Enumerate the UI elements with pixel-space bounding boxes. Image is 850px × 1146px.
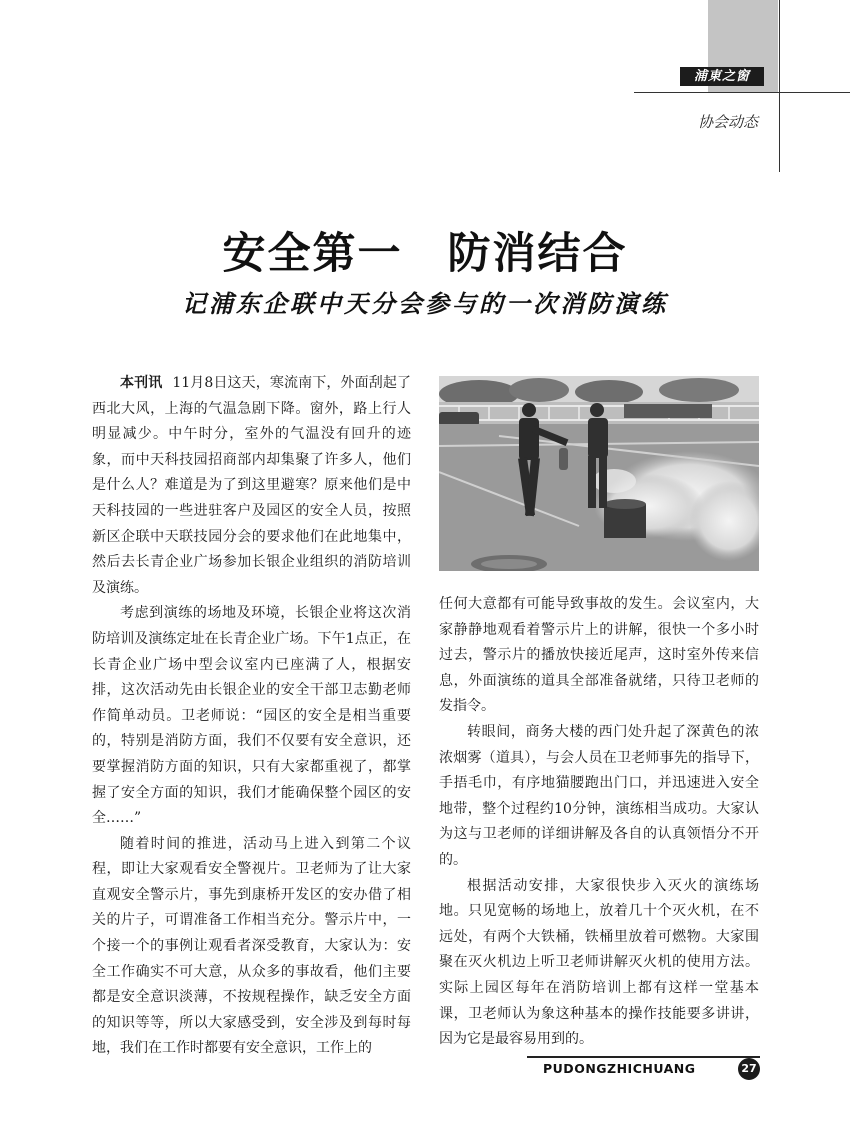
section-label: 协会动态	[697, 113, 758, 131]
article-paragraph: 随着时间的推进，活动马上进入到第二个议程，即让大家观看安全警视片。卫老师为了让大家直观安全警示片，事先到康桥开发区的安办借了相关的片子，可谓准备工作相当充分。警示片中，一个接一个的事例让观看者深受教育，大家认为：安全工作确实不可大意，从众多的事故看，他们主要都是安全意识淡薄，不按规程操作，缺乏安全方面的知识等等，所以大家感受到，安全涉及到每时每地，我们在工作时都要有安全意识，工作上的	[92, 835, 411, 1057]
footer-rule	[527, 1056, 760, 1058]
article-subtitle: 记浦东企联中天分会参与的一次消防演练	[182, 290, 668, 318]
page-number: 27	[738, 1058, 760, 1080]
paragraph-text: 11月8日这天，寒流南下，外面刮起了西北大风，上海的气温急剧下降。窗外，路上行人明显减少。中午时分，室外的气温没有回升的迹象，而中天科技园招商部内却集聚了许多人，他们是什么人？难道是为了到这里避寒？原来他们是中天科技园的一些进驻客户及园区的安全人员，按照新区企联中天联技园分会的要求他们在此地集中，然后去长青企业广场参加长银企业组织的消防培训及演练。	[92, 375, 411, 596]
fire-drill-photo	[439, 376, 759, 571]
article-column-left	[92, 371, 411, 1062]
article-paragraph-continued: 任何大意都有可能导致事故的发生。会议室内，大家静静地观看着警示片上的讲解，很快一个多小时过去，警示片的播放快接近尾声，这时室外传来信息，外面演练的道具全部准备就绪，只待卫老师的发指令。	[439, 596, 759, 715]
header-vertical-rule	[779, 0, 780, 172]
magazine-logo: 浦東之窗	[680, 67, 764, 86]
article-title: 安全第一 防消结合	[222, 229, 628, 279]
header-horizontal-rule	[634, 92, 850, 93]
magazine-name: PUDONGZHICHUANG	[543, 1061, 696, 1076]
article-column-right	[439, 592, 759, 1053]
lead-label: 本刊讯	[120, 375, 163, 391]
article-paragraph: 转眼间，商务大楼的西门处升起了深黄色的浓浓烟雾（道具），与会人员在卫老师事先的指导下，手捂毛巾，有序地猫腰跑出门口，并迅速进入安全地带，整个过程约10分钟，演练相当成功。大家认为这与卫老师的详细讲解及各自的认真领悟分不开的。	[439, 723, 759, 868]
article-paragraph: 根据活动安排，大家很快步入灭火的演练场地。只见宽畅的场地上，放着几十个灭火机，在不远处，有两个大铁桶，铁桶里放着可燃物。大家围聚在灭火机边上听卫老师讲解灭火机的使用方法。实际上园区每年在消防培训上都有这样一堂基本课，卫老师认为象这种基本的操作技能要多讲讲，因为它是最容易用到的。	[439, 877, 759, 1048]
article-paragraph: 考虑到演练的场地及环境，长银企业将这次消防培训及演练定址在长青企业广场。下午1点正，在长青企业广场中型会议室内已座满了人，根据安排，这次活动先由长银企业的安全干部卫志勤老师作简单动员。卫老师说：“园区的安全是相当重要的，特别是消防方面，我们不仅要有安全意识，还要掌握消防方面的知识，只有大家都重视了，都掌握了安全方面的知识，我们才能确保整个园区的安全……”	[92, 605, 411, 827]
article-paragraph	[92, 371, 411, 601]
